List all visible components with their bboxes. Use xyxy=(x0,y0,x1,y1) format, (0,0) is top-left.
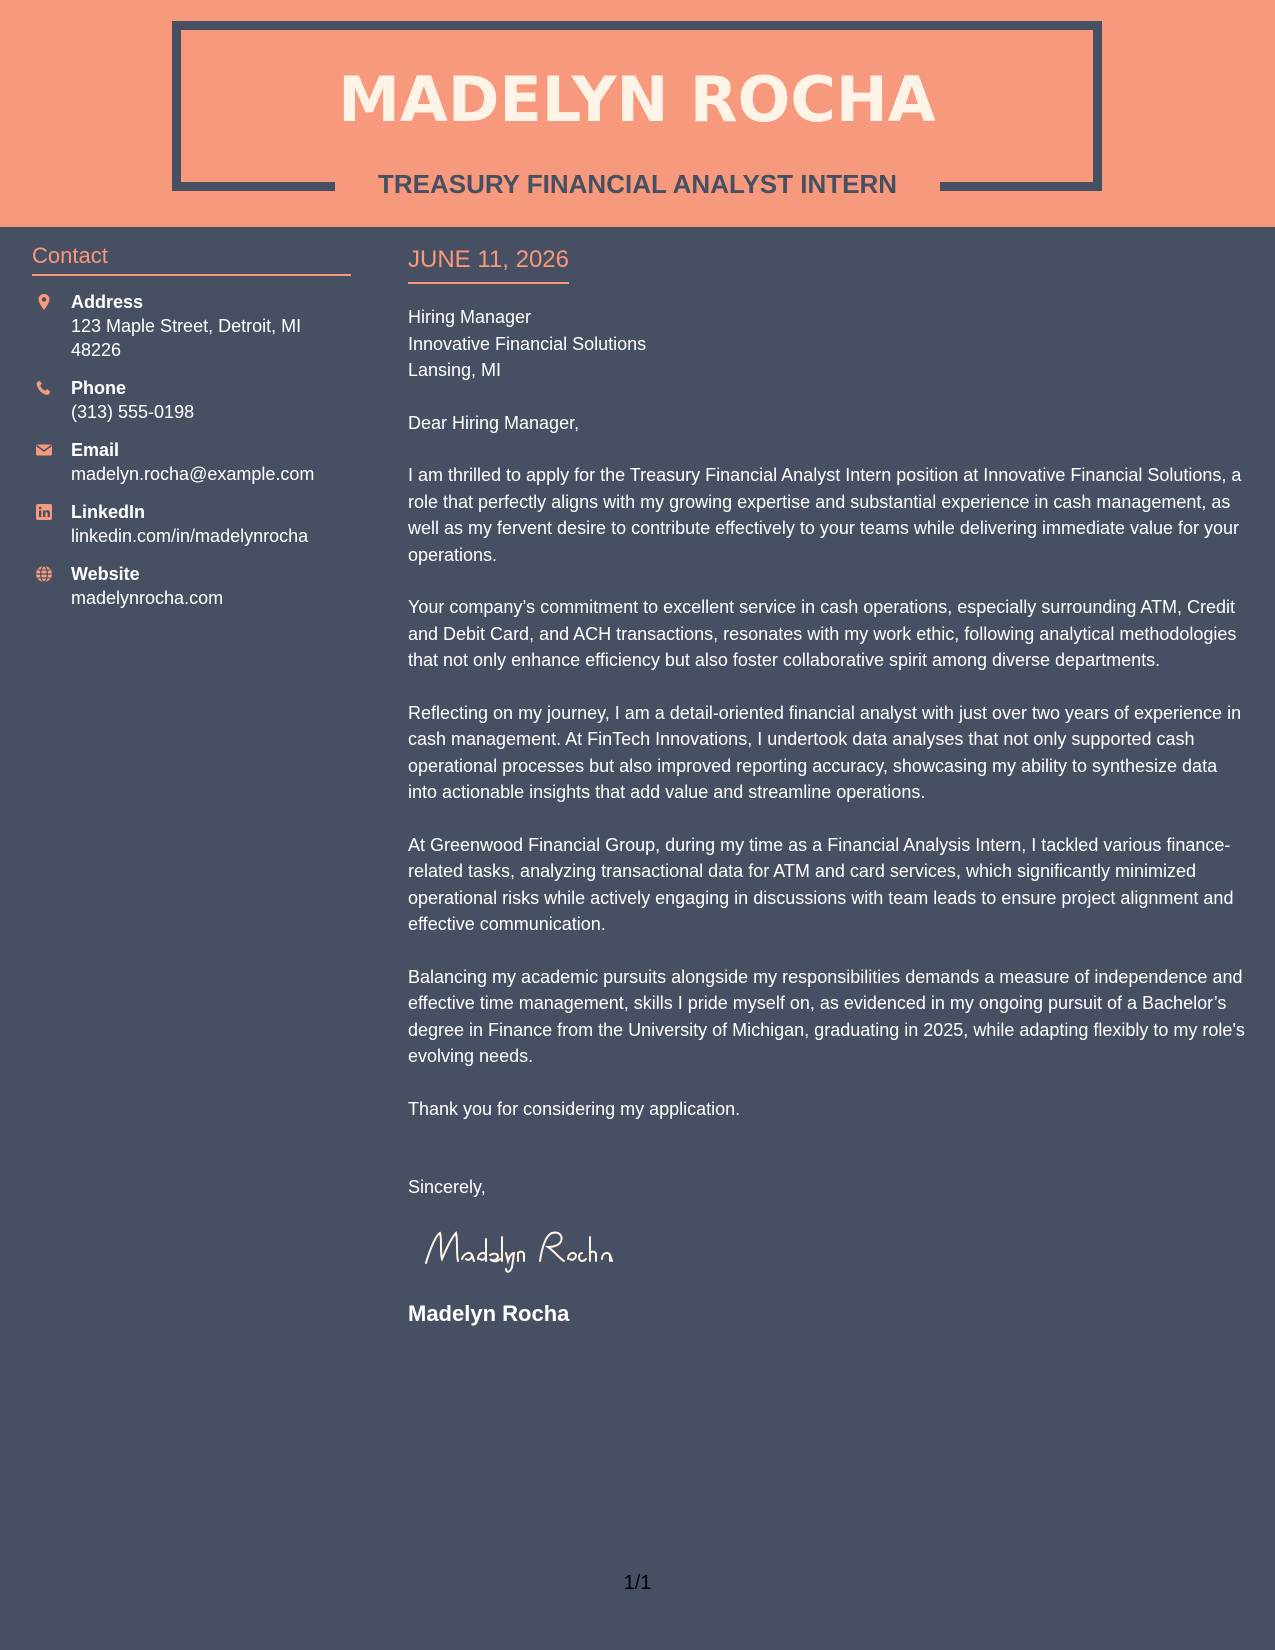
phone-value: (313) 555-0198 xyxy=(71,402,195,422)
paragraph: I am thrilled to apply for the Treasury Financial Analyst Intern position at Innovative Financial Solutions, a role that perfectly aligns with my growing expertise and substantial experience in cash management, as well as my fervent desire to contribute effectively to your teams while delivering immediate value for your operations. xyxy=(408,465,1242,565)
linkedin-label: LinkedIn xyxy=(71,502,146,522)
phone-icon xyxy=(35,379,53,397)
paragraph: Balancing my academic pursuits alongside my responsibilities demands a measure of independence and effective time management, skills I pride myself on, as evidenced in my ongoing pursuit of a Bachelor’s degree in Finance from the University of Michigan, graduating in 2025, while adapting flexibly to my role's evolving needs. xyxy=(408,966,1245,1066)
linkedin-value[interactable]: linkedin.com/in/madelynrocha xyxy=(71,526,309,546)
letter-body xyxy=(408,244,1248,1329)
candidate-name: MADELYN ROCHA xyxy=(338,63,936,136)
globe-icon xyxy=(35,565,53,583)
paragraph: Your company’s commitment to excellent service in cash operations, especially surrounding ATM, Credit and Debit Card, and ACH transactions, resonates with my work ethic, following analytical methodologies that not only enhance efficiency but also foster collaborative spirit among diverse departments. xyxy=(408,597,1237,670)
salutation: Dear Hiring Manager, xyxy=(408,412,580,433)
letter-date: JUNE 11, 2026 xyxy=(408,244,569,284)
website-value[interactable]: madelynrocha.com xyxy=(71,588,224,608)
email-label: Email xyxy=(71,440,120,460)
header-band xyxy=(0,0,1275,227)
contact-sidebar xyxy=(32,242,351,610)
job-title: TREASURY FINANCIAL ANALYST INTERN xyxy=(377,169,898,199)
contact-item-address xyxy=(32,290,351,362)
paragraph: Thank you for considering my application. xyxy=(408,1098,741,1119)
contact-item-email xyxy=(32,438,351,486)
envelope-icon xyxy=(35,441,53,459)
signer-name: Madelyn Rocha xyxy=(408,1300,570,1326)
handwritten-signature xyxy=(418,1219,668,1279)
recipient-location: Lansing, MI xyxy=(408,360,502,380)
website-label: Website xyxy=(71,564,140,584)
address-label: Address xyxy=(71,292,144,312)
contact-item-phone xyxy=(32,376,351,424)
contact-item-website xyxy=(32,562,351,610)
contact-item-linkedin xyxy=(32,500,351,548)
contact-heading: Contact xyxy=(32,242,351,276)
email-value[interactable]: madelyn.rocha@example.com xyxy=(71,464,315,484)
linkedin-icon xyxy=(35,503,53,521)
recipient-name: Hiring Manager xyxy=(408,307,532,327)
recipient-company: Innovative Financial Solutions xyxy=(408,333,647,354)
map-pin-icon xyxy=(35,293,53,311)
paragraph: At Greenwood Financial Group, during my time as a Financial Analysis Intern, I tackled various finance-related tasks, analyzing transactional data for ATM and card services, which significantly minimized operational risks while actively engaging in discussions with team leads to ensure project alignment and effective communication. xyxy=(408,834,1234,934)
paragraph: Reflecting on my journey, I am a detail-oriented financial analyst with just over two years of experience in cash management. At FinTech Innovations, I undertook data analyses that not only supported cash operational processes but also improved reporting accuracy, showcasing my ability to synthesize data into actionable insights that add value and streamline operations. xyxy=(408,702,1242,802)
closing: Sincerely, xyxy=(408,1177,486,1197)
address-value: 123 Maple Street, Detroit, MI 48226 xyxy=(71,316,302,360)
recipient-block xyxy=(408,304,1248,384)
phone-label: Phone xyxy=(71,378,127,398)
page-number: 1/1 xyxy=(623,1572,652,1594)
